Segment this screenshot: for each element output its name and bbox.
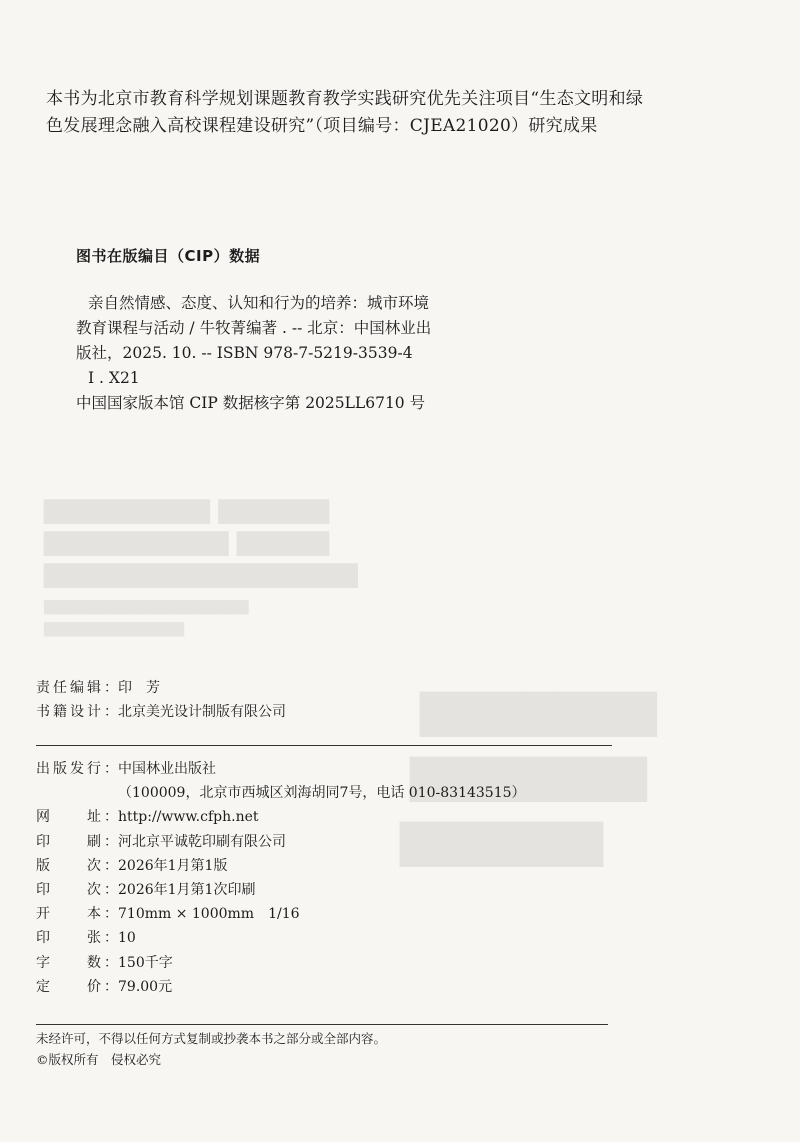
pub-label: 印 张： bbox=[36, 930, 118, 947]
cip-catalog-number: 中国国家版本馆 CIP 数据核字第 2025LL6710 号 bbox=[76, 394, 426, 412]
funding-statement bbox=[46, 86, 646, 140]
format: 710mm × 1000mm 1/16 bbox=[118, 906, 300, 923]
show-through-ghost: ▇▇▇▇▇▇▇▇▇▇▇▇▇ bbox=[44, 621, 184, 637]
printing: 2026年1月第1次印刷 bbox=[118, 882, 256, 899]
edition: 2026年1月第1版 bbox=[118, 857, 228, 874]
funding-line: 色发展理念融入高校课程建设研究”（项目编号：CJEA21020）研究成果 bbox=[46, 116, 598, 136]
price: 79.00元 bbox=[118, 978, 173, 995]
credit-value: 北京美光设计制版有限公司 bbox=[118, 704, 286, 720]
copyright-notice: ©版权所有 侵权必究 bbox=[36, 1052, 162, 1067]
credit-row bbox=[36, 677, 286, 699]
show-through-ghost: ▇▇▇▇▇▇ bbox=[400, 816, 604, 867]
pub-label: 网 址： bbox=[36, 809, 118, 826]
pub-row bbox=[36, 878, 526, 902]
cip-classification: Ⅰ . X21 bbox=[88, 369, 140, 387]
rights-notice bbox=[36, 1028, 386, 1070]
credit-row bbox=[36, 701, 286, 723]
show-through-ghost: ▇▇▇▇▇▇▇▇▇▇▇▇▇▇▇▇▇ bbox=[44, 560, 358, 588]
pub-label: 印 刷： bbox=[36, 833, 118, 850]
pub-label: 印 次： bbox=[36, 882, 118, 899]
sheets: 10 bbox=[118, 930, 136, 947]
show-through-ghost: ▇▇▇▇▇▇▇▇▇ ▇▇▇▇▇▇ bbox=[44, 496, 330, 524]
pub-label: 开 本： bbox=[36, 906, 118, 923]
publisher-address: （100009，北京市西城区刘海胡同7号，电话 010-83143515） bbox=[118, 785, 526, 802]
credit-label: 书籍设计： bbox=[36, 704, 118, 720]
pub-row bbox=[36, 975, 526, 999]
funding-line: 本书为北京市教育科学规划课题教育教学实践研究优先关注项目“生态文明和绿 bbox=[46, 89, 644, 109]
divider bbox=[36, 1024, 608, 1025]
pub-row bbox=[36, 830, 526, 854]
show-through-ghost: ▇▇▇▇▇▇▇▇▇▇▇▇▇▇▇▇▇▇▇ bbox=[44, 599, 249, 615]
credits bbox=[36, 677, 286, 725]
website: http://www.cfph.net bbox=[118, 809, 259, 826]
publisher: 中国林业出版社 bbox=[118, 761, 216, 777]
pub-label: 出版发行： bbox=[36, 761, 118, 777]
credit-label: 责任编辑： bbox=[36, 680, 118, 696]
cip-line: 版社，2025. 10. -- ISBN 978-7-5219-3539-4 bbox=[76, 344, 413, 362]
cip-line: 教育课程与活动 / 牛牧菁编著 . -- 北京：中国林业出 bbox=[76, 319, 432, 337]
pub-row bbox=[36, 805, 526, 829]
pub-label: 版 次： bbox=[36, 857, 118, 874]
printer: 河北京平诚乾印刷有限公司 bbox=[118, 833, 286, 850]
show-through-ghost: ▇▇▇▇▇▇▇ bbox=[420, 686, 657, 737]
pub-row bbox=[36, 757, 526, 781]
pub-label: 字 数： bbox=[36, 954, 118, 971]
cip-record bbox=[76, 291, 556, 416]
reproduction-notice: 未经许可，不得以任何方式复制或抄袭本书之部分或全部内容。 bbox=[36, 1031, 387, 1046]
pub-row bbox=[36, 902, 526, 926]
cip-heading: 图书在版编目（CIP）数据 bbox=[76, 247, 261, 265]
pub-row bbox=[36, 926, 526, 950]
cip-line: 亲自然情感、态度、认知和行为的培养：城市环境 bbox=[88, 294, 430, 312]
pub-row bbox=[36, 854, 526, 878]
pub-label: 定 价： bbox=[36, 978, 118, 995]
show-through-ghost: ▇▇▇▇▇▇▇ bbox=[410, 751, 647, 802]
pub-row bbox=[36, 951, 526, 975]
word-count: 150千字 bbox=[118, 954, 173, 971]
credit-value: 印 芳 bbox=[118, 680, 160, 696]
publication-details bbox=[36, 757, 526, 999]
show-through-ghost: ▇▇▇▇▇▇▇▇▇▇ ▇▇▇▇▇ bbox=[44, 528, 330, 556]
divider bbox=[36, 745, 612, 746]
